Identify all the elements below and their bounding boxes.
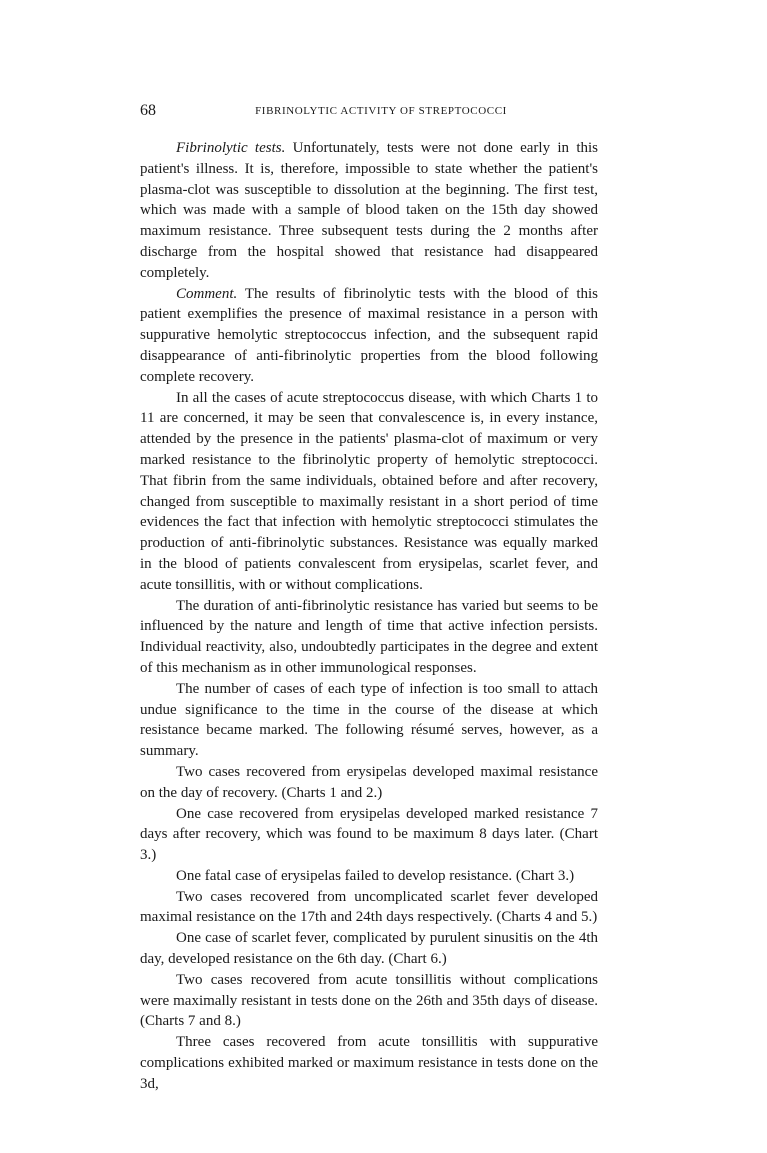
paragraph-text: Unfortunately, tests were not done early in this patient's illness. It is, therefore, impossible to state whether the patient's plasma-clot was susceptible to dissolution at the beginning. The first test, which was made with a sample of blood taken on the 15th day showed maximum resistance. Three subsequent tests during the 2 months after discharge from the hospital showed that resistance had disappeared completely. [140,140,598,281]
paragraph-fibrinolytic-tests [140,138,598,284]
paragraph: One fatal case of erysipelas failed to develop resistance. (Chart 3.) [176,867,575,884]
paragraph-lead: Fibrinolytic tests. [176,140,286,156]
running-head [140,100,600,122]
paragraph: Two cases recovered from uncomplicated scarlet fever developed maximal resistance on the 17th and 24th days respectively. (Charts 4 and 5.) [140,888,598,926]
paragraph-text: The results of fibrinolytic tests with the blood of this patient exemplifies the presence of maximal resistance in a person with suppurative hemolytic streptococcus infection, and the subsequent rapid disappearance of anti-fibrinolytic properties from the blood following complete recovery. [140,285,598,385]
running-title: FIBRINOLYTIC ACTIVITY OF STREPTOCOCCI [255,105,507,117]
page-number: 68 [140,102,156,119]
paragraph: Two cases recovered from erysipelas developed maximal resistance on the day of recovery. (Charts 1 and 2.) [140,763,598,801]
paragraph: The number of cases of each type of infection is too small to attach undue significance to the time in the course of the disease at which resistance became marked. The following résumé serves, however, as a summary. [140,680,598,760]
paragraph: In all the cases of acute streptococcus disease, with which Charts 1 to 11 are concerned, it may be seen that convalescence is, in every instance, attended by the presence in the patients' plasma-clot of maximum or very marked resistance to the fibrinolytic property of hemolytic streptococci. That fibrin from the same individuals, obtained before and after recovery, changed from susceptible to maximally resistant in a short period of time evidences the fact that infection with hemolytic streptococci stimulates the production of anti-fibrinolytic substances. Resistance was equally marked in the blood of patients convalescent from erysipelas, scarlet fever, and acute tonsillitis, with or without complications. [140,389,598,593]
paragraph: The duration of anti-fibrinolytic resistance has varied but seems to be influenced by the nature and length of time that active infection persists. Individual reactivity, also, undoubtedly participates in the degree and extent of this mechanism as in other immunological responses. [140,597,598,676]
body-text [140,138,598,1095]
paragraph: Three cases recovered from acute tonsillitis with suppurative complications exhibited marked or maximum resistance in tests done on the 3d, [140,1034,598,1092]
paragraph-comment [140,284,598,388]
paragraph: One case recovered from erysipelas developed marked resistance 7 days after recovery, which was found to be maximum 8 days later. (Chart 3.) [140,805,598,864]
paragraph-lead: Comment. [176,285,238,302]
paragraph: One case of scarlet fever, complicated by purulent sinusitis on the 4th day, developed resistance on the 6th day. (Chart 6.) [140,930,598,968]
paragraph: Two cases recovered from acute tonsillitis without complications were maximally resistant in tests done on the 26th and 35th days of disease. (Charts 7 and 8.) [140,971,598,1030]
